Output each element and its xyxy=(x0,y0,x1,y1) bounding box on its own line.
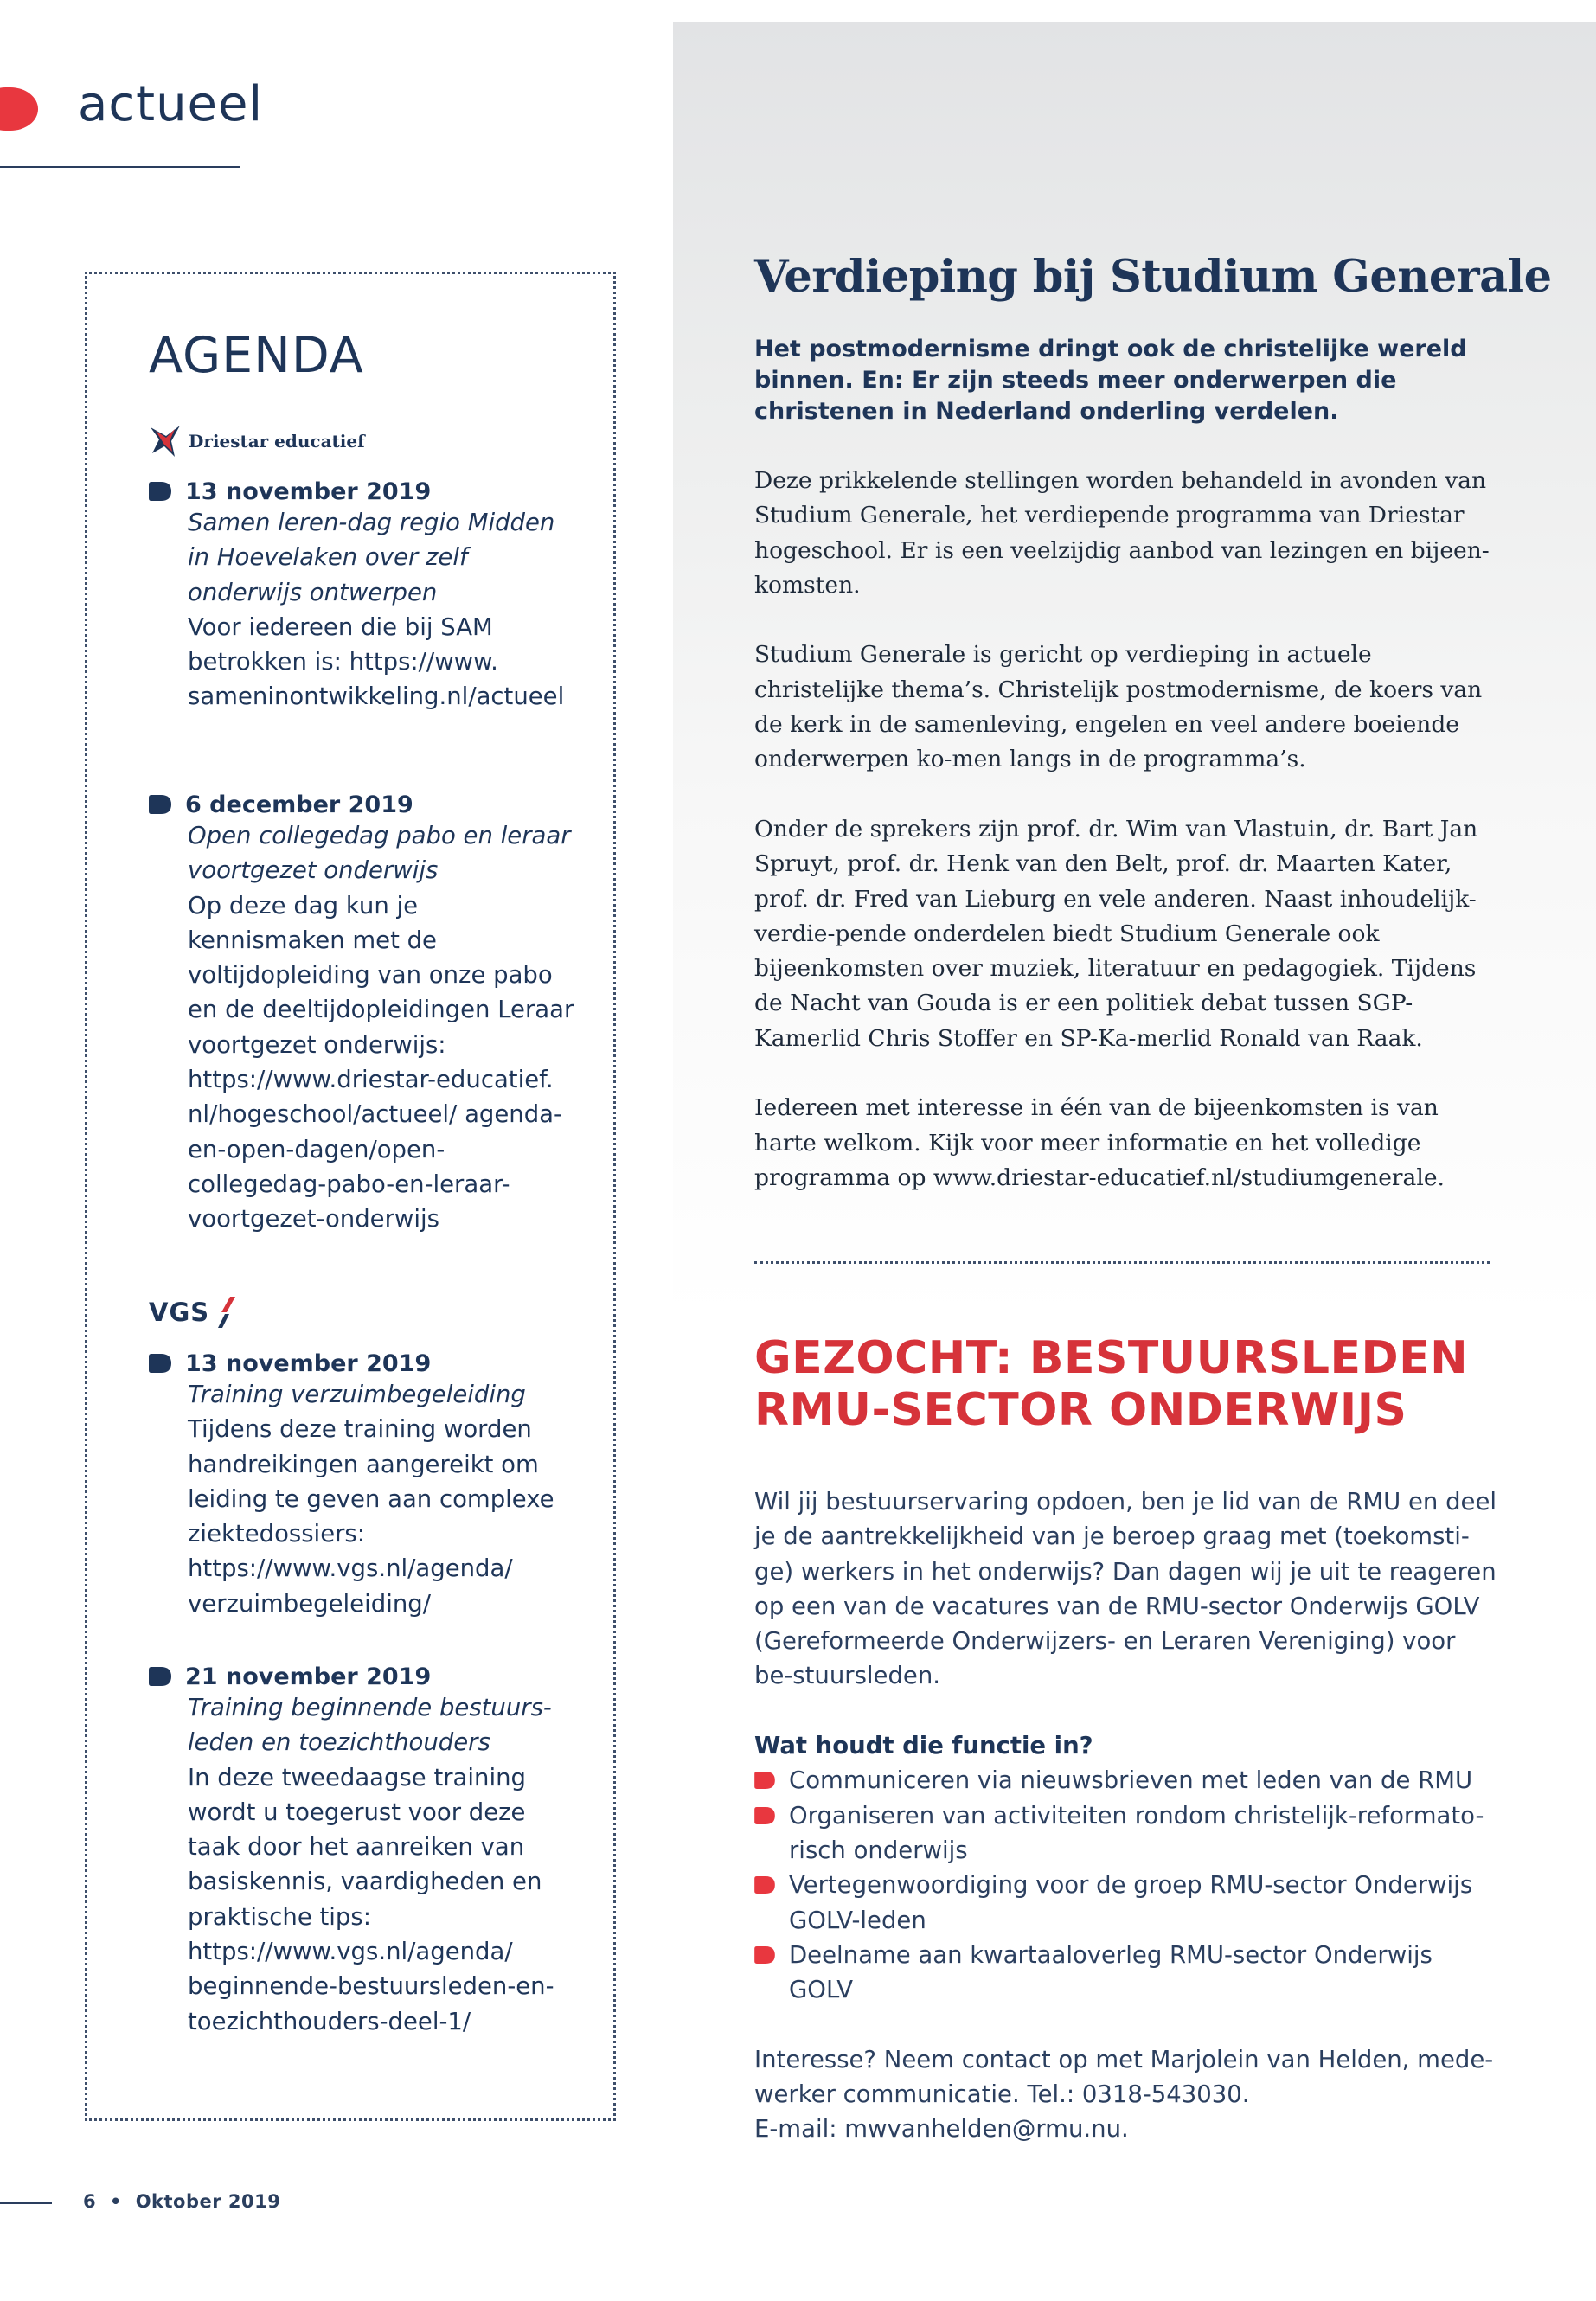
bullet-icon xyxy=(149,795,171,814)
agenda-event xyxy=(149,787,581,1237)
vgs-stripes-icon xyxy=(215,1295,237,1330)
agenda-title: AGENDA xyxy=(149,327,364,384)
article-paragraph: Iedereen met interesse in één van de bijeenkomsten is van harte welkom. Kijk voor meer informatie en het volledige programma op www.driestar-educatief.nl/studiumgenerale. xyxy=(754,1094,1445,1191)
event-title: Training verzuimbegeleiding xyxy=(188,1381,526,1408)
driestar-star-icon xyxy=(149,424,182,458)
article-lead: Het postmodernisme dringt ook de christelijke wereld binnen. En: Er zijn steeds meer onderwerpen die christenen in Nederland onderling verdelen. xyxy=(754,336,1467,425)
bullet-icon xyxy=(149,1354,171,1373)
vacancy-intro: Wil jij bestuurservaring opdoen, ben je lid van de RMU en deel je de aantrekkelijkheid van je beroep graag met (toekomsti-ge) werkers in het onderwijs? Dan dagen wij je uit te reageren op een van de vacatures van de RMU-sector Onderwijs GOLV (Gereformeerde Onderwijzers- en Leraren Vereniging) voor be-stuursleden. xyxy=(754,1488,1497,1690)
article-title: Verdieping bij Studium Generale xyxy=(754,251,1552,303)
vgs-logo-text: VGS xyxy=(149,1298,210,1327)
red-bullet-icon xyxy=(754,1946,775,1964)
article-paragraph: Deze prikkelende stellingen worden behandeld in avonden van Studium Generale, het verdiepende programma van Driestar hogeschool. Er is een veelzijdig aanbod van lezingen en bijeen-komsten. xyxy=(754,467,1490,599)
driestar-logo-text: Driestar educatief xyxy=(189,431,365,452)
vacancy-email: E-mail: mwvanhelden@rmu.nu. xyxy=(754,2115,1129,2144)
vacancy-contact: Interesse? Neem contact op met Marjolein van Helden, mede-werker communicatie. Tel.: 0318-543030. xyxy=(754,2045,1494,2109)
vacancy-title-line2: RMU-SECTOR ONDERWIJS xyxy=(754,1384,1407,1436)
list-item: Organiseren van activiteiten rondom christelijk-reformato-risch onderwijs xyxy=(754,1798,1498,1868)
article-divider xyxy=(754,1261,1490,1264)
page-number: 6 xyxy=(83,2191,97,2212)
vgs-logo xyxy=(149,1295,237,1330)
event-text: Op deze dag kun je kennismaken met de voltijdopleiding van onze pabo en de deeltijdopleidingen Leraar voortgezet onderwijs: https://www.driestar-educatief. nl/hogeschool/actueel/ agenda-en-open-dagen/open- collegedag-pabo-en-leraar- voortgezet-onderwijs xyxy=(188,891,574,1234)
list-item: Vertegenwoordiging voor de groep RMU-sector Onderwijs GOLV-leden xyxy=(754,1868,1498,1938)
vacancy-body xyxy=(754,1484,1498,2147)
event-text: Voor iedereen die bij SAM betrokken is: https://www. sameninontwikkeling.nl/actueel xyxy=(188,612,565,711)
red-bullet-icon xyxy=(754,1772,775,1789)
event-title: Training beginnende bestuurs- leden en toezichthouders xyxy=(188,1694,552,1757)
bullet-icon xyxy=(149,482,171,501)
red-bullet-icon xyxy=(754,1807,775,1824)
section-title: actueel xyxy=(78,76,264,132)
event-text: In deze tweedaagse training wordt u toegerust voor deze taak door het aanreiken van basiskennis, vaardigheden en praktische tips: https://www.vgs.nl/agenda/ beginnende-bestuursleden-en- toezichthouders-deel-1/ xyxy=(188,1763,554,2035)
issue-date: Oktober 2019 xyxy=(135,2191,281,2212)
footer-rule xyxy=(0,2202,52,2204)
driestar-logo xyxy=(149,424,365,458)
event-date: 21 november 2019 xyxy=(185,1663,432,1690)
section-marker xyxy=(0,87,38,131)
event-date: 13 november 2019 xyxy=(185,478,432,505)
agenda-event xyxy=(149,474,581,715)
event-title: Samen leren-dag regio Midden in Hoevelaken over zelf onderwijs ontwerpen xyxy=(188,509,555,606)
event-date: 13 november 2019 xyxy=(185,1349,432,1377)
vacancy-title-line1: GEZOCHT: BESTUURSLEDEN xyxy=(754,1332,1469,1384)
list-item: Deelname aan kwartaaloverleg RMU-sector Onderwijs GOLV xyxy=(754,1938,1498,2008)
event-title: Open collegedag pabo en leraar voortgezet onderwijs xyxy=(188,822,571,885)
page-footer xyxy=(83,2191,280,2212)
vacancy-question: Wat houdt die functie in? xyxy=(754,1732,1093,1760)
agenda-event xyxy=(149,1659,581,2039)
event-date: 6 december 2019 xyxy=(185,791,413,818)
event-text: Tijdens deze training worden handreikingen aangereikt om leiding te geven aan complexe ziektedossiers: https://www.vgs.nl/agenda/ verzuimbegeleiding/ xyxy=(188,1415,554,1618)
article-paragraph: Studium Generale is gericht op verdieping in actuele christelijke thema’s. Christelijk postmodernisme, de koers van de kerk in de samenleving, engelen en veel andere boeiende onderwerpen ko-men langs in de programma’s. xyxy=(754,641,1483,773)
section-rule xyxy=(0,166,240,168)
article-paragraph: Onder de sprekers zijn prof. dr. Wim van Vlastuin, dr. Bart Jan Spruyt, prof. dr. Henk van den Belt, prof. dr. Maarten Kater, prof. dr. Fred van Lieburg en vele anderen. Naast inhoudelijk-verdie-pende onderdelen biedt Studium Generale ook bijeenkomsten over muziek, literatuur en pedagogiek. Tijdens de Nacht van Gouda is er een politiek debat tussen SGP-Kamerlid Chris Stoffer en SP-Ka-merlid Ronald van Raak. xyxy=(754,815,1478,1052)
agenda-event xyxy=(149,1346,581,1621)
vacancy-bullets xyxy=(754,1763,1498,2007)
article-body xyxy=(754,464,1498,1231)
vacancy-title xyxy=(754,1332,1468,1436)
list-item: Communiceren via nieuwsbrieven met leden van de RMU xyxy=(754,1763,1498,1798)
red-bullet-icon xyxy=(754,1876,775,1894)
footer-separator: • xyxy=(109,2191,122,2212)
bullet-icon xyxy=(149,1667,171,1686)
